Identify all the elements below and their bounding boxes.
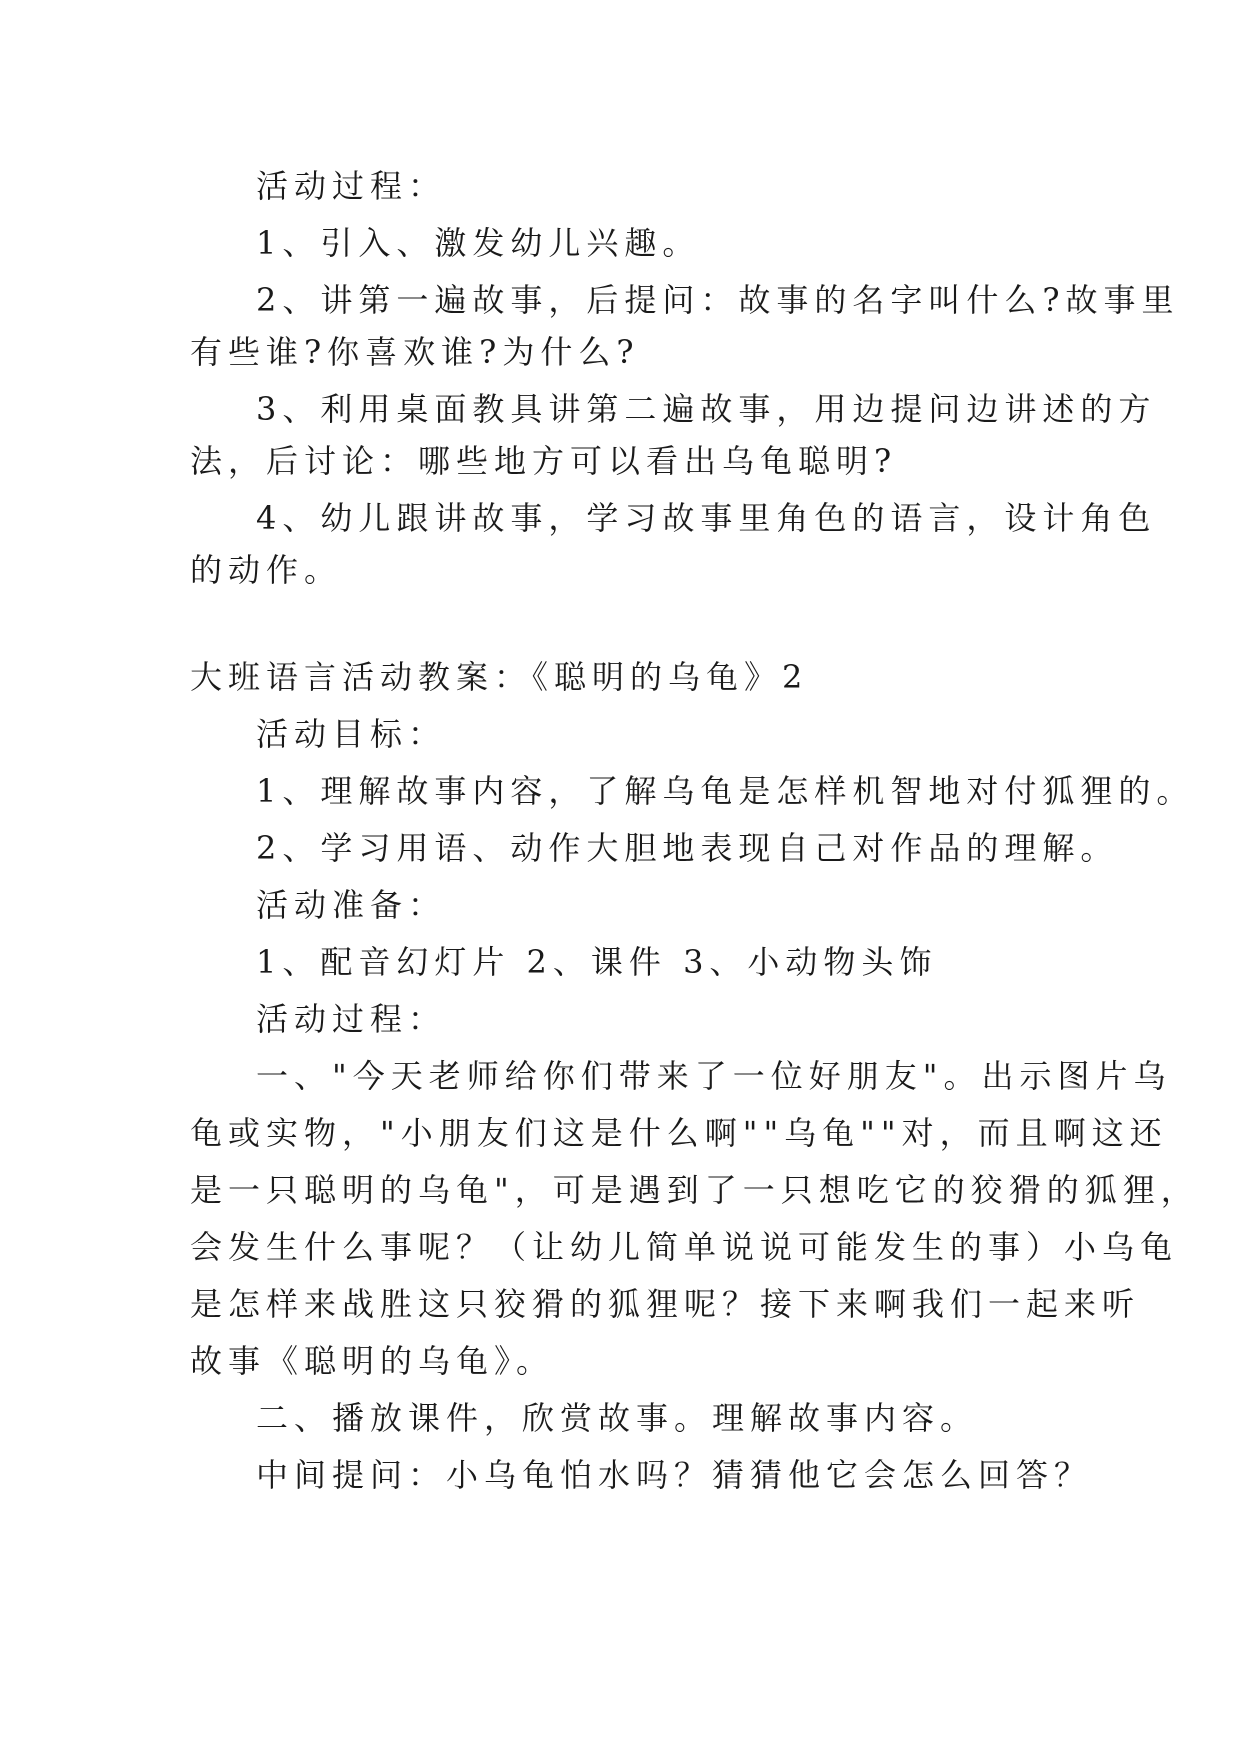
- document-title: 大班语言活动教案：《聪明的乌龟》2: [190, 658, 809, 696]
- paragraph-line: 故事《聪明的乌龟》。: [190, 1342, 555, 1380]
- paragraph-line: 有些谁?你喜欢谁?为什么?: [190, 333, 640, 371]
- paragraph-line: 1、配音幻灯片 2、课件 3、小动物头饰: [256, 943, 938, 981]
- section-heading-activity-preparation: 活动准备：: [256, 886, 447, 924]
- paragraph-line: 2、讲第一遍故事，后提问：故事的名字叫什么?故事里: [256, 281, 1180, 319]
- section-heading-activity-process: 活动过程：: [256, 167, 447, 205]
- paragraph-line: 的动作。: [190, 551, 343, 589]
- paragraph-line: 3、利用桌面教具讲第二遍故事，用边提问边讲述的方: [256, 390, 1157, 428]
- paragraph-line: 4、幼儿跟讲故事，学习故事里角色的语言，设计角色: [256, 499, 1157, 537]
- paragraph-line: 一、"今天老师给你们带来了一位好朋友"。出示图片乌: [256, 1057, 1172, 1095]
- paragraph-line: 2、学习用语、动作大胆地表现自己对作品的理解。: [256, 829, 1119, 867]
- paragraph-line: 会发生什么事呢？（让幼儿简单说说可能发生的事）小乌龟: [190, 1228, 1179, 1266]
- paragraph-line: 法，后讨论：哪些地方可以看出乌龟聪明?: [190, 442, 898, 480]
- section-heading-activity-process: 活动过程：: [256, 1000, 447, 1038]
- section-heading-activity-goals: 活动目标：: [256, 715, 447, 753]
- paragraph-line: 是怎样来战胜这只狡猾的狐狸呢？接下来啊我们一起来听: [190, 1285, 1141, 1323]
- paragraph-line: 中间提问：小乌龟怕水吗？猜猜他它会怎么回答？: [256, 1456, 1093, 1494]
- paragraph-line: 是一只聪明的乌龟"，可是遇到了一只想吃它的狡猾的狐狸，: [190, 1171, 1199, 1209]
- paragraph-line: 1、引入、激发幼儿兴趣。: [256, 224, 701, 262]
- paragraph-line: 龟或实物，"小朋友们这是什么啊""乌龟""对，而且啊这还: [190, 1114, 1168, 1152]
- paragraph-line: 二、播放课件，欣赏故事。理解故事内容。: [256, 1399, 979, 1437]
- paragraph-line: 1、理解故事内容，了解乌龟是怎样机智地对付狐狸的。: [256, 772, 1195, 810]
